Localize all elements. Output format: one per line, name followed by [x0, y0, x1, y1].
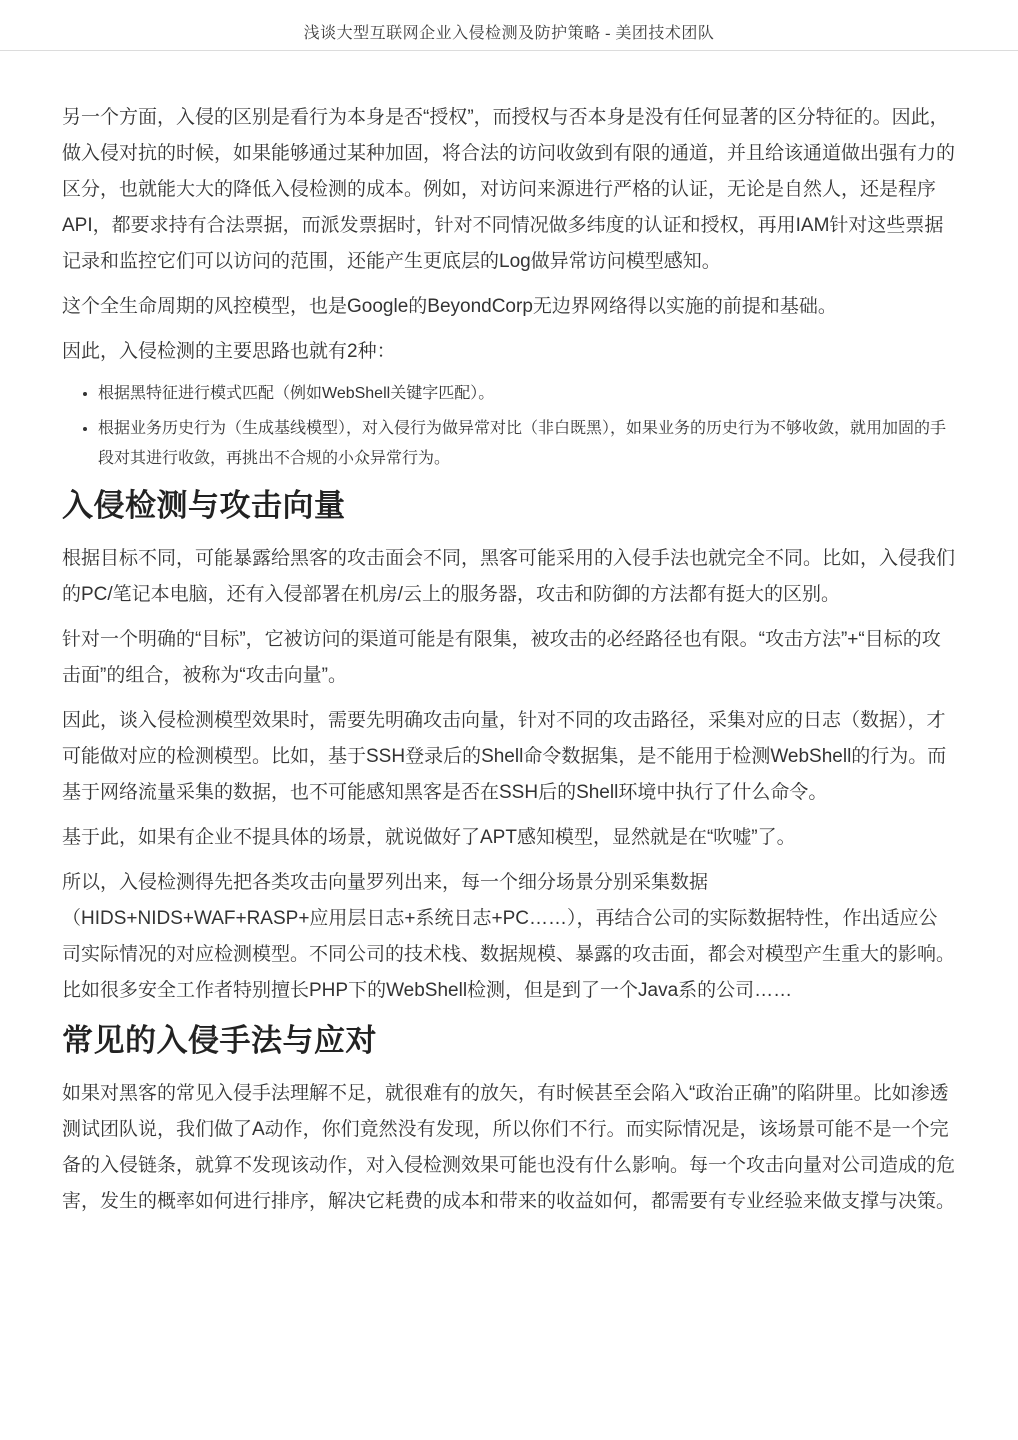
print-header [0, 0, 1018, 51]
section-heading-attack-vectors: 入侵检测与攻击向量 [62, 488, 346, 523]
document-title: 浅谈大型互联网企业入侵检测及防护策略 - 美团技术团队 [303, 24, 715, 42]
paragraph-attack-vector-definition: 针对一个明确的“目标”，它被访问的渠道可能是有限集，被攻击的必经路径也有限。“攻击方法”+“目标的攻击面”的组合，被称为“攻击向量”。 [62, 629, 941, 686]
paragraph-enumerate-vectors: 所以，入侵检测得先把各类攻击向量罗列出来，每一个细分场景分别采集数据（HIDS+NIDS+WAF+RASP+应用层日志+系统日志+PC……），再结合公司的实际数据特性，作出适应公司实际情况的对应检测模型。不同公司的技术栈、数据规模、暴露的攻击面，都会对模型产生重大的影响。比如很多安全工作者特别擅长PHP下的WebShell检测，但是到了一个Java系的公司…… [62, 872, 956, 1001]
list-item-pattern-matching: • 根据黑特征进行模式匹配（例如WebShell关键字匹配）。 [98, 379, 956, 409]
paragraph-beyondcorp: 这个全生命周期的风控模型，也是Google的BeyondCorp无边界网络得以实施的前提和基础。 [62, 296, 837, 317]
paragraph-model-data-collection: 因此，谈入侵检测模型效果时，需要先明确攻击向量，针对不同的攻击路径，采集对应的日志（数据），才可能做对应的检测模型。比如，基于SSH登录后的Shell命令数据集，是不能用于检测WebShell的行为。而基于网络流量采集的数据，也不可能感知黑客是否在SSH后的Shell环境中执行了什么命令。 [62, 710, 947, 803]
paragraph-two-approaches-lead: 因此，入侵检测的主要思路也就有2种： [62, 341, 396, 362]
paragraph-attack-surface: 根据目标不同，可能暴露给黑客的攻击面会不同，黑客可能采用的入侵手法也就完全不同。比如，入侵我们的PC/笔记本电脑，还有入侵部署在机房/云上的服务器，攻击和防御的方法都有挺大的区别。 [62, 548, 956, 605]
list-item-baseline-model: • 根据业务历史行为（生成基线模型），对入侵行为做异常对比（非白既黑），如果业务的历史行为不够收敛，就用加固的手段对其进行收敛，再挑出不合规的小众异常行为。 [98, 414, 956, 474]
paragraph-apt-bragging: 基于此，如果有企业不提具体的场景，就说做好了APT感知模型，显然就是在“吹嘘”了。 [62, 827, 796, 848]
paragraph-authorization: 另一个方面，入侵的区别是看行为本身是否“授权”，而授权与否本身是没有任何显著的区分特征的。因此，做入侵对抗的时候，如果能够通过某种加固，将合法的访问收敛到有限的通道，并且给该通道做出强有力的区分，也就能大大的降低入侵检测的成本。例如，对访问来源进行严格的认证，无论是自然人，还是程序API，都要求持有合法票据，而派发票据时，针对不同情况做多纬度的认证和授权，再用IAM针对这些票据记录和监控它们可以访问的范围，还能产生更底层的Log做异常访问模型感知。 [62, 107, 956, 272]
paragraph-common-methods: 如果对黑客的常见入侵手法理解不足，就很难有的放矢，有时候甚至会陷入“政治正确”的陷阱里。比如渗透测试团队说，我们做了A动作，你们竟然没有发现，所以你们不行。而实际情况是，该场景可能不是一个完备的入侵链条，就算不发现该动作，对入侵检测效果可能也没有什么影响。每一个攻击向量对公司造成的危害，发生的概率如何进行排序，解决它耗费的成本和带来的收益如何，都需要有专业经验来做支撑与决策。 [62, 1083, 956, 1212]
section-heading-common-methods: 常见的入侵手法与应对 [62, 1023, 377, 1058]
article-content [0, 51, 1018, 1220]
detection-approach-list [62, 379, 956, 474]
